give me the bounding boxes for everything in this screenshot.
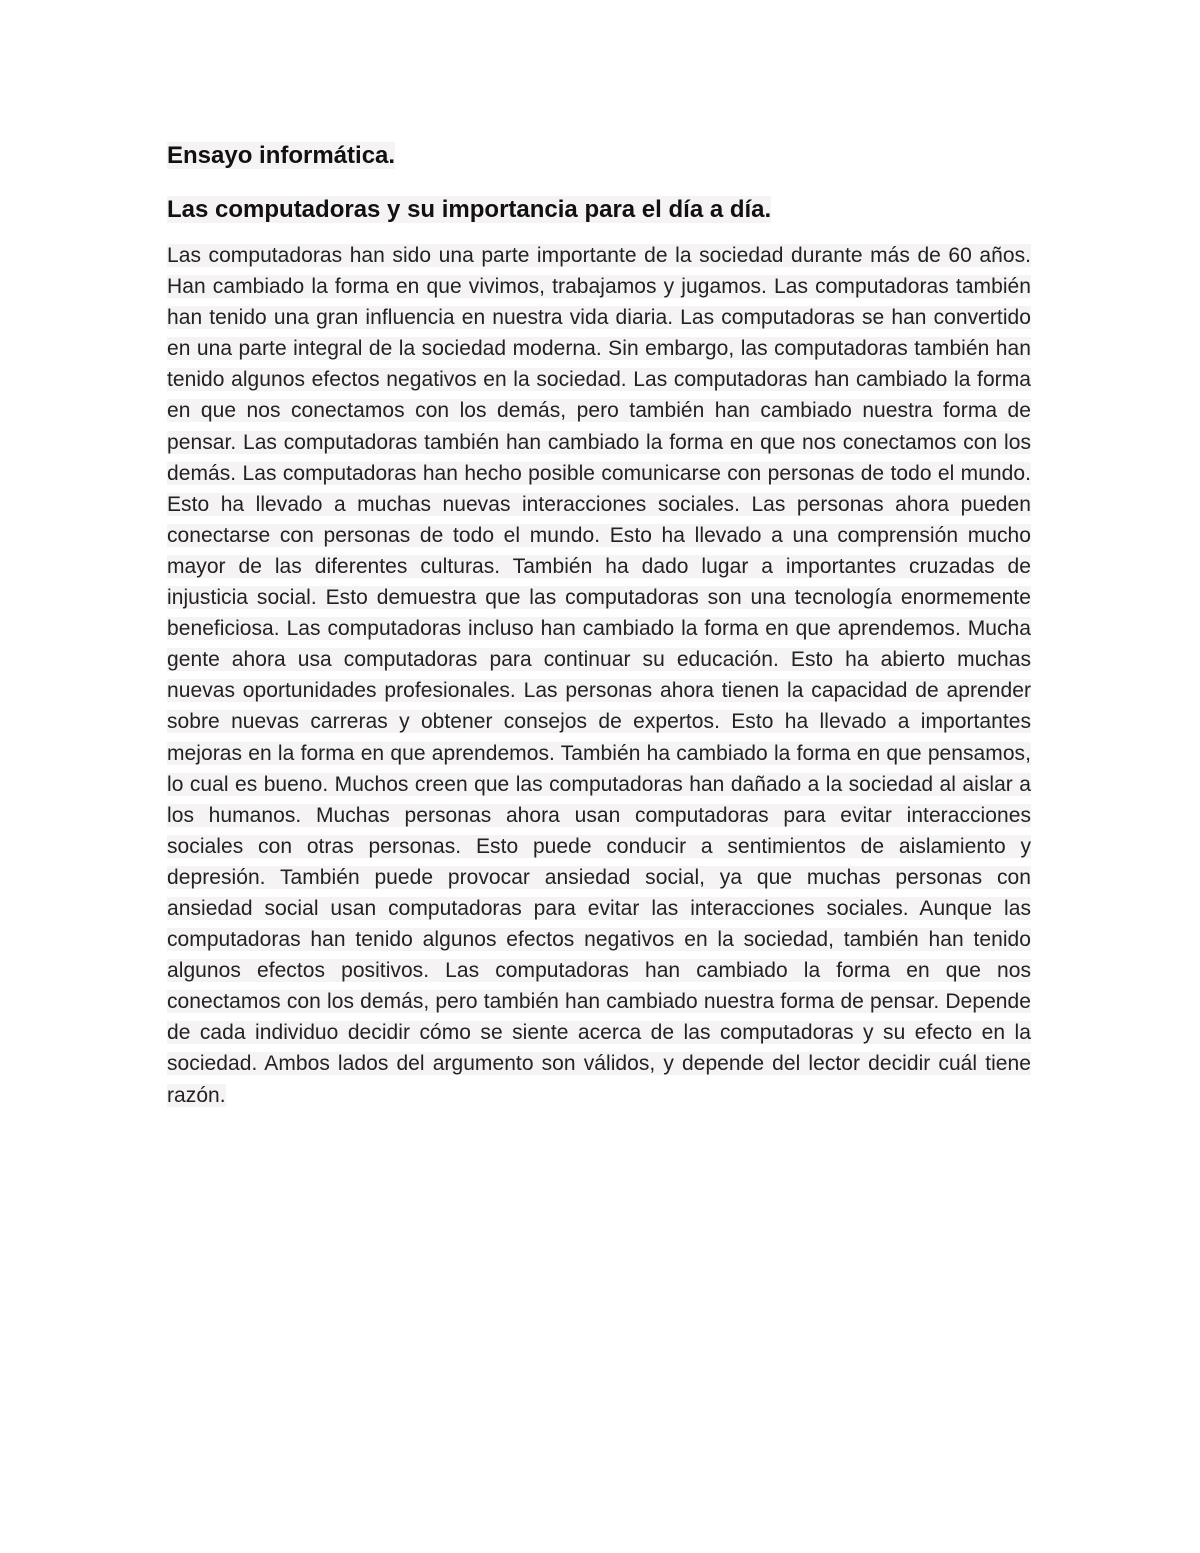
document-subtitle-text: Las computadoras y su importancia para el día a día. bbox=[167, 196, 772, 223]
document-title-text: Ensayo informática. bbox=[167, 142, 396, 169]
document-title bbox=[167, 138, 1031, 174]
essay-paragraph bbox=[167, 240, 1031, 1111]
document-content bbox=[167, 138, 1031, 1111]
document-subtitle bbox=[167, 192, 1031, 228]
essay-paragraph-text: Las computadoras han sido una parte importante de la sociedad durante más de 60 años. Han cambiado la forma en que vivimos, trabajamos y jugamos. Las computadoras también han tenido una gran influencia en nuestra vida diaria. Las computadoras se han convertido en una parte integral de la sociedad moderna. Sin embargo, las computadoras también han tenido algunos efectos negativos en la sociedad. Las computadoras han cambiado la forma en que nos conectamos con los demás, pero también han cambiado nuestra forma de pensar. Las computadoras también han cambiado la forma en que nos conectamos con los demás. Las computadoras han hecho posible comunicarse con personas de todo el mundo. Esto ha llevado a muchas nuevas interacciones sociales. Las personas ahora pueden conectarse con personas de todo el mundo. Esto ha llevado a una comprensión mucho mayor de las diferentes culturas. También ha dado lugar a importantes cruzadas de injusticia social. Esto demuestra que las computadoras son una tecnología enormemente beneficiosa. Las computadoras incluso han cambiado la forma en que aprendemos. Mucha gente ahora usa computadoras para continuar su educación. Esto ha abierto muchas nuevas oportunidades profesionales. Las personas ahora tienen la capacidad de aprender sobre nuevas carreras y obtener consejos de expertos. Esto ha llevado a importantes mejoras en la forma en que aprendemos. También ha cambiado la forma en que pensamos, lo cual es bueno. Muchos creen que las computadoras han dañado a la sociedad al aislar a los humanos. Muchas personas ahora usan computadoras para evitar interacciones sociales con otras personas. Esto puede conducir a sentimientos de aislamiento y depresión. También puede provocar ansiedad social, ya que muchas personas con ansiedad social usan computadoras para evitar las interacciones sociales. Aunque las computadoras han tenido algunos efectos negativos en la sociedad, también han tenido algunos efectos positivos. Las computadoras han cambiado la forma en que nos conectamos con los demás, pero también han cambiado nuestra forma de pensar. Depende de cada individuo decidir cómo se siente acerca de las computadoras y su efecto en la sociedad. Ambos lados del argumento son válidos, y depende del lector decidir cuál tiene razón. bbox=[167, 244, 1031, 1107]
